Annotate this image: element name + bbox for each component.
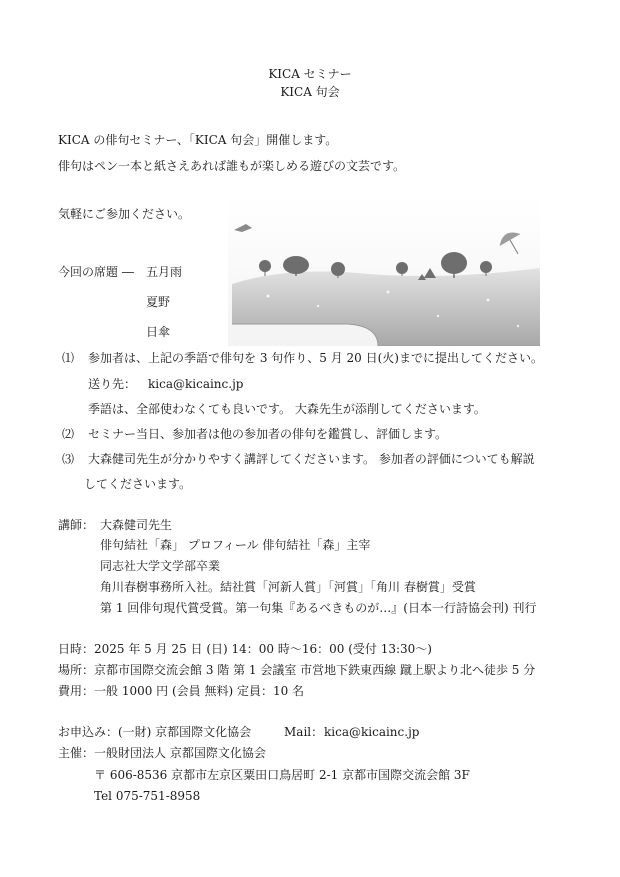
event-date: 日時：2025 年 5 月 25 日 (日) 14：00 時〜16：00 (受付 13:30〜) xyxy=(58,642,432,656)
themes-label: 今回の席題 ― xyxy=(58,265,134,279)
page-title: KICA セミナー xyxy=(268,67,352,81)
lecturer-profile-line: 俳句結社「森」 プロフィール 俳句結社「森」主宰 xyxy=(100,538,371,552)
postal-address: 〒 606-8536 京都市左京区粟田口鳥居町 2-1 京都市国際交流会館 3F xyxy=(94,768,470,782)
theme-item-3: 日傘 xyxy=(146,325,171,339)
rule-3-number: ⑶ xyxy=(62,452,75,466)
rule-1-number: ⑴ xyxy=(62,351,75,365)
theme-item-1: 五月雨 xyxy=(146,265,183,279)
rule-1-note: 季語は、全部使わなくても良いです。 大森先生が添削してくださいます。 xyxy=(88,402,486,416)
lecturer-profile-line: 同志社大学文学部卒業 xyxy=(100,559,221,573)
rule-1-text: 参加者は、上記の季語で俳句を 3 句作り、5 月 20 日(火)までに提出してください。 xyxy=(88,351,543,365)
mail-address: kica@kicainc.jp xyxy=(324,725,420,739)
apply-info: お申込み：(一財) 京都国際文化協会 xyxy=(58,725,252,739)
mail-label: Mail： xyxy=(284,725,324,739)
rule-3-continued: してくださいます。 xyxy=(84,477,192,491)
organizer: 主催：一般財団法人 京都国際文化協会 xyxy=(58,746,266,760)
page-subtitle: KICA 句会 xyxy=(280,85,340,99)
intro-line-1: KICA の俳句セミナー、「KICA 句会」開催します。 xyxy=(58,133,338,147)
rule-2-text: セミナー当日、参加者は他の参加者の俳句を鑑賞し、評価します。 xyxy=(88,427,448,441)
telephone: Tel 075-751-8958 xyxy=(94,789,201,803)
rule-3-text: 大森健司先生が分かりやすく講評してくださいます。 参加者の評価についても解説 xyxy=(88,452,535,466)
send-label: 送り先： xyxy=(88,377,137,391)
send-email: kica@kicainc.jp xyxy=(148,377,244,391)
event-place: 場所：京都市国際交流会館 3 階 第 1 会議室 市営地下鉄東西線 蹴上駅より北へ徒歩 5 分 xyxy=(58,663,536,677)
lecturer-profile-line: 第 1 回俳句現代賞受賞。第一句集『あるべきものが…』(日本一行詩協会刊) 刊行 xyxy=(100,601,537,615)
theme-item-2: 夏野 xyxy=(146,295,171,309)
lecturer-name: 大森健司先生 xyxy=(100,518,173,532)
lecturer-profile-line: 角川春樹事務所入社。結社賞「河新人賞」「河賞」「角川 春樹賞」受賞 xyxy=(100,580,476,594)
landscape-illustration xyxy=(228,196,540,346)
rule-2-number: ⑵ xyxy=(62,427,75,441)
event-fee: 費用：一般 1000 円 (会員 無料) 定員：10 名 xyxy=(58,684,305,698)
intro-line-3: 気軽にご参加ください。 xyxy=(58,207,191,221)
intro-line-2: 俳句はペン一本と紙さえあれば誰もが楽しめる遊びの文芸です。 xyxy=(58,159,406,173)
lecturer-label: 講師： xyxy=(58,518,95,532)
